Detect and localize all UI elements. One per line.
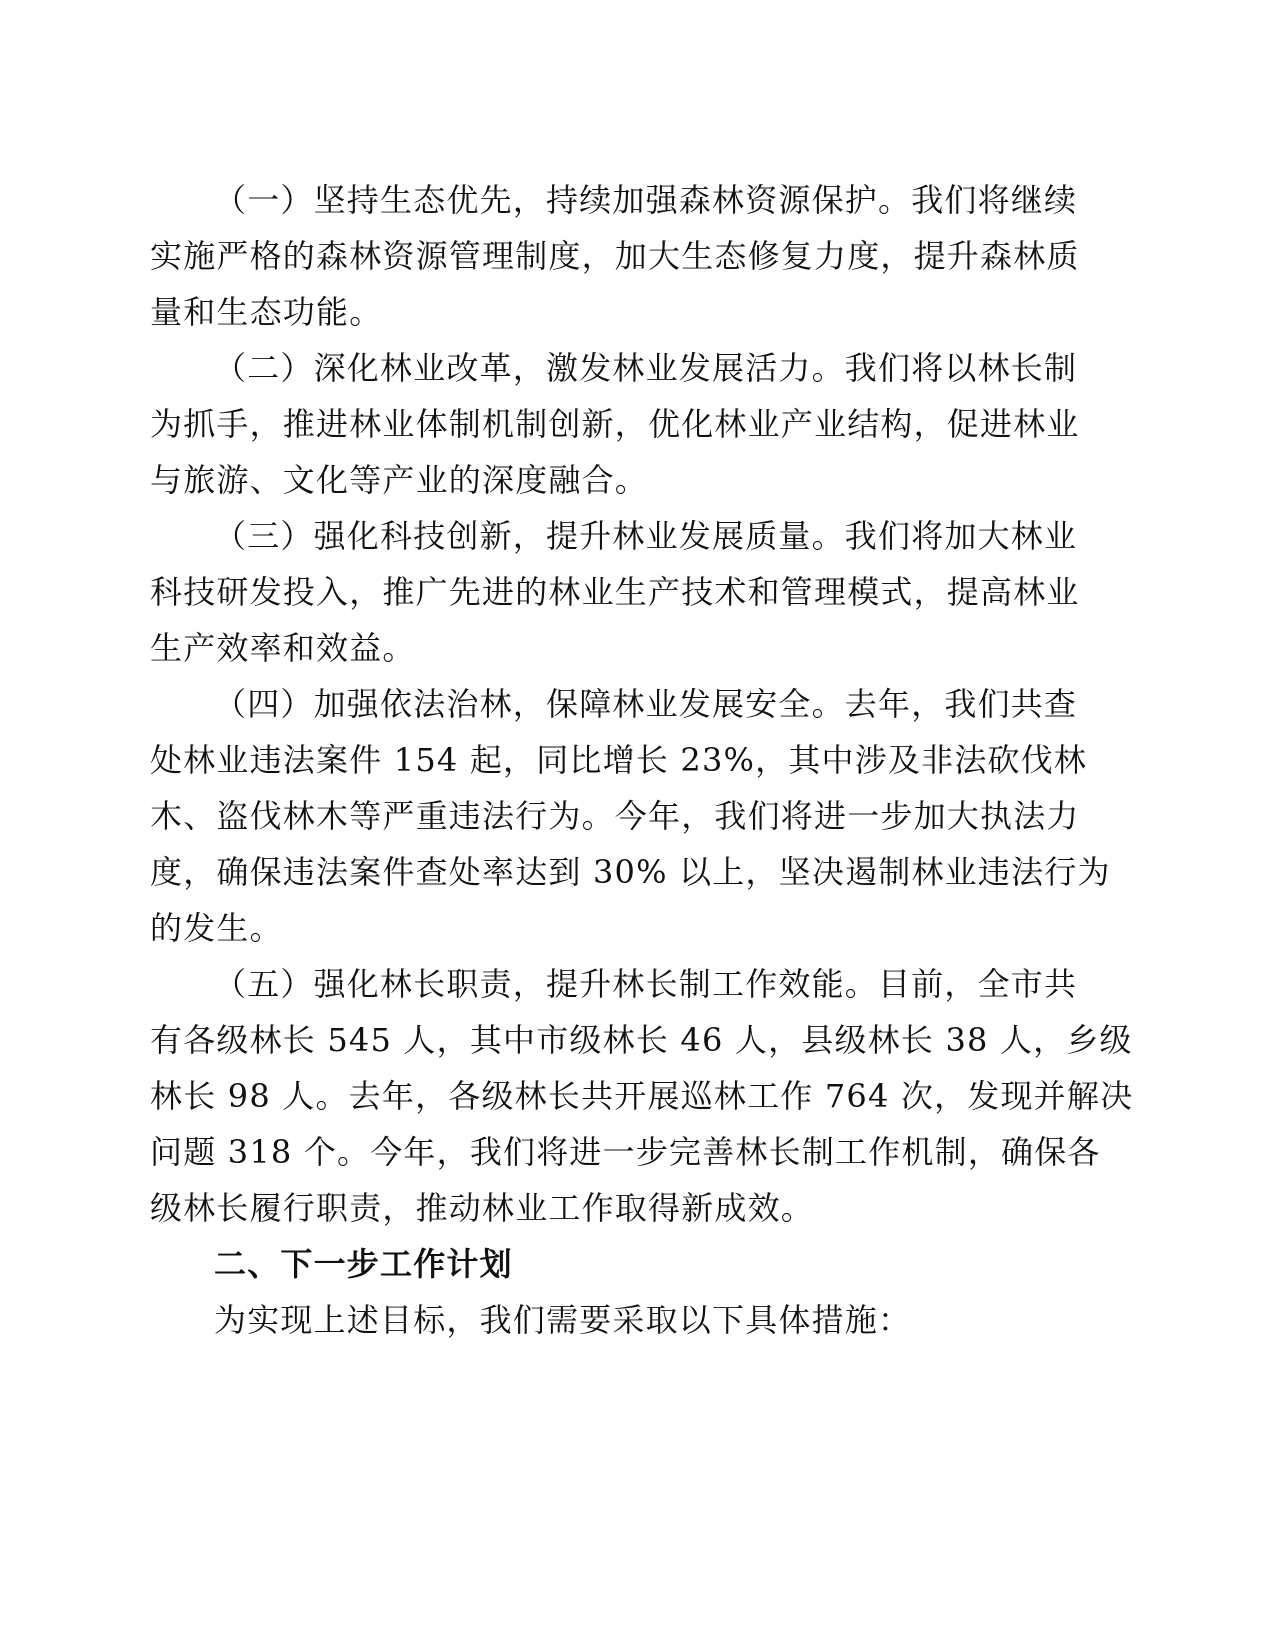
text-line: 为实现上述目标，我们需要采取以下具体措施： xyxy=(214,1301,912,1339)
text-line: 与旅游、文化等产业的深度融合。 xyxy=(150,461,649,499)
text-line: 有各级林长 545 人，其中市级林长 46 人，县级林长 38 人，乡级 xyxy=(150,1021,1133,1059)
text-line: 级林长履行职责，推动林业工作取得新成效。 xyxy=(150,1189,815,1227)
text-line: 科技研发投入，推广先进的林业生产技术和管理模式，提高林业 xyxy=(150,573,1080,611)
text-line: 的发生。 xyxy=(150,909,283,947)
text-line: （五）强化林长职责，提升林长制工作效能。目前，全市共 xyxy=(214,965,1078,1003)
text-line: （三）强化科技创新，提升林业发展质量。我们将加大林业 xyxy=(214,517,1078,555)
text-line: 处林业违法案件 154 起，同比增长 23%，其中涉及非法砍伐林 xyxy=(150,741,1088,779)
text-line: 为抓手，推进林业体制机制创新，优化林业产业结构，促进林业 xyxy=(150,405,1080,443)
text-line: 实施严格的森林资源管理制度，加大生态修复力度，提升森林质 xyxy=(150,237,1080,275)
text-line: （四）加强依法治林，保障林业发展安全。去年，我们共查 xyxy=(214,685,1078,723)
text-line: 林长 98 人。去年，各级林长共开展巡林工作 764 次，发现并解决 xyxy=(150,1077,1134,1115)
text-line: 度，确保违法案件查处率达到 30% 以上，坚决遏制林业违法行为 xyxy=(150,853,1111,891)
text-line: 木、盗伐林木等严重违法行为。今年，我们将进一步加大执法力 xyxy=(150,797,1080,835)
text-line: （二）深化林业改革，激发林业发展活力。我们将以林长制 xyxy=(214,349,1078,387)
text-line: （一）坚持生态优先，持续加强森林资源保护。我们将继续 xyxy=(214,181,1078,219)
text-line: 问题 318 个。今年，我们将进一步完善林长制工作机制，确保各 xyxy=(150,1133,1101,1171)
text-line: 生产效率和效益。 xyxy=(150,629,416,667)
text-line: 量和生态功能。 xyxy=(150,293,383,331)
section-heading: 二、下一步工作计划 xyxy=(214,1245,513,1283)
